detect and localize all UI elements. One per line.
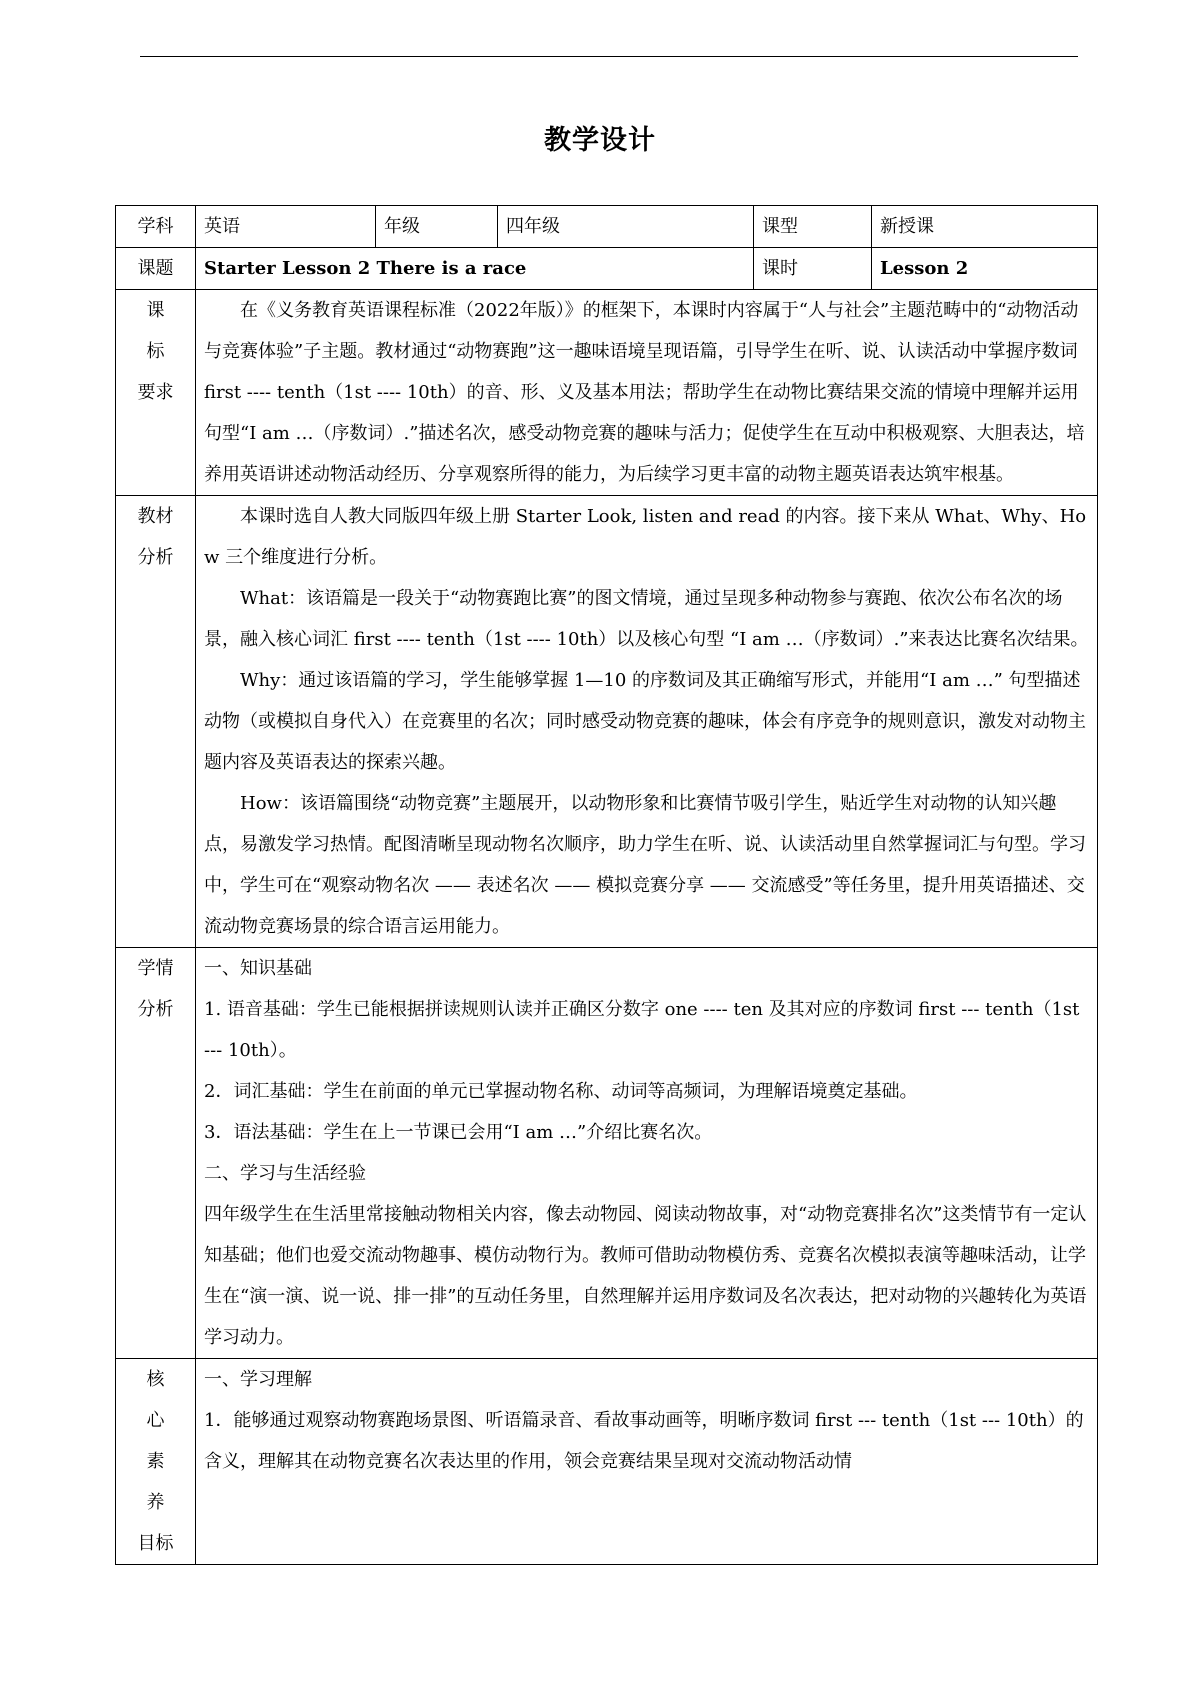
type-value: 新授课 [872,206,1098,248]
grade-value: 四年级 [498,206,754,248]
learner-heading-1: 一、知识基础 [204,958,312,979]
standards-label-line2: 要求 [137,382,174,403]
learner-item-1: 1. 语音基础：学生已能根据拼读规则认读并正确区分数字 one ---- ten 及其对应的序数词 first --- tenth（1st --- 10th）。 [204,999,1080,1061]
core-label-line3: 目标 [137,1533,174,1554]
learner-label [116,948,196,1359]
document-title: 教学设计 [544,125,656,156]
material-paragraph: 本课时选自人教大同版四年级上册 Starter Look, listen and read 的内容。接下来从 What、Why、How 三个维度进行分析。 [204,506,1087,568]
row-core [116,1359,1098,1565]
lesson-plan-table [115,205,1098,1565]
learner-label-line1: 学情 [137,958,174,979]
core-label-line1: 核心 [146,1369,179,1431]
topic-label: 课题 [116,248,196,290]
standards-label-line1: 课标 [146,300,179,362]
period-label: 课时 [754,248,872,290]
standards-text: 在《义务教育英语课程标准（2022年版）》的框架下，本课时内容属于“人与社会”主题范畴中的“动物活动与竞赛体验”子主题。教材通过“动物赛跑”这一趣味语境呈现语篇，引导学生在听、说、认读活动中掌握序数词 first ---- tenth（1st ---- 10th）的音、形、义及基本用法；帮助学生在动物比赛结果交流的情境中理解并运用句型“I am …（序数词）.”描述名次，感受动物竞赛的趣味与活力；促使学生在互动中积极观察、大胆表达，培养用英语讲述动物活动经历、分享观察所得的能力，为后续学习更丰富的动物主题英语表达筑牢根基。 [204,300,1085,485]
grade-label: 年级 [376,206,498,248]
row-subject [116,206,1098,248]
row-standards [116,290,1098,496]
core-label-line2: 素养 [146,1451,179,1513]
standards-content [196,290,1098,496]
subject-label: 学科 [116,206,196,248]
core-heading-1: 一、学习理解 [204,1369,312,1390]
period-value: Lesson 2 [872,248,1098,290]
row-learner [116,948,1098,1359]
core-item-1: 1．能够通过观察动物赛跑场景图、听语篇录音、看故事动画等，明晰序数词 first --- tenth（1st --- 10th）的含义，理解其在动物竞赛名次表达里的作用，领会竞赛结果呈现对交流动物活动情 [204,1410,1084,1472]
material-label-line2: 分析 [137,547,174,568]
learner-content [196,948,1098,1359]
material-paragraph: Why：通过该语篇的学习，学生能够掌握 1—10 的序数词及其正确缩写形式，并能用“I am …” 句型描述动物（或模拟自身代入）在竞赛里的名次；同时感受动物竞赛的趣味，体会有序竞争的规则意识，激发对动物主题内容及英语表达的探索兴趣。 [204,670,1086,773]
material-paragraph: How：该语篇围绕“动物竞赛”主题展开，以动物形象和比赛情节吸引学生，贴近学生对动物的认知兴趣点，易激发学习热情。配图清晰呈现动物名次顺序，助力学生在听、说、认读活动里自然掌握词汇与句型。学习中，学生可在“观察动物名次 —— 表述名次 —— 模拟竞赛分享 —— 交流感受”等任务里，提升用英语描述、交流动物竞赛场景的综合语言运用能力。 [204,793,1086,937]
core-label [116,1359,196,1565]
material-label-line1: 教材 [137,506,174,527]
learner-label-line2: 分析 [137,999,174,1020]
row-topic [116,248,1098,290]
standards-label [116,290,196,496]
learner-text: 四年级学生在生活里常接触动物相关内容，像去动物园、阅读动物故事，对“动物竞赛排名次”这类情节有一定认知基础；他们也爱交流动物趣事、模仿动物行为。教师可借助动物模仿秀、竞赛名次模拟表演等趣味活动，让学生在“演一演、说一说、排一排”的互动任务里，自然理解并运用序数词及名次表达，把对动物的兴趣转化为英语学习动力。 [204,1204,1087,1348]
subject-value: 英语 [196,206,376,248]
learner-heading-2: 二、学习与生活经验 [204,1163,366,1184]
material-content [196,496,1098,948]
learner-item-3: 3．语法基础：学生在上一节课已会用“I am …”介绍比赛名次。 [204,1122,713,1143]
header-rule [140,56,1078,57]
row-material [116,496,1098,948]
core-content [196,1359,1098,1565]
type-label: 课型 [754,206,872,248]
material-label [116,496,196,948]
learner-item-2: 2．词汇基础：学生在前面的单元已掌握动物名称、动词等高频词，为理解语境奠定基础。 [204,1081,918,1102]
material-paragraph: What：该语篇是一段关于“动物赛跑比赛”的图文情境，通过呈现多种动物参与赛跑、依次公布名次的场景，融入核心词汇 first ---- tenth（1st ---- 10th）以及核心句型 “I am …（序数词）.”来表达比赛名次结果。 [204,588,1089,650]
topic-value: Starter Lesson 2 There is a race [196,248,754,290]
